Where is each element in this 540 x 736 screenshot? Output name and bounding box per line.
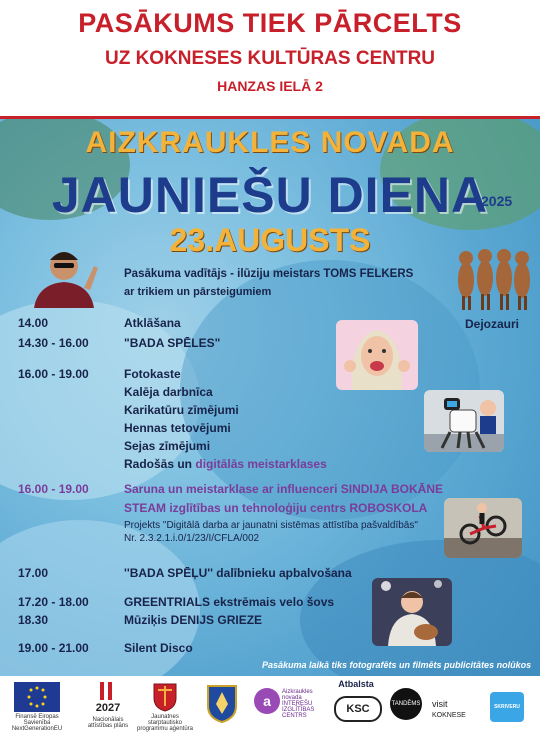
bike-show-photo <box>444 498 522 558</box>
robot-photo <box>424 390 504 452</box>
schedule-title: Atklāšana <box>124 316 181 330</box>
skriveri-label: SKRIVERU <box>494 704 520 710</box>
schedule-time: 19.00 - 21.00 <box>18 641 89 655</box>
schedule-title: Saruna un meistarklase ar influenceri SINDIJA BOKĀNE <box>124 482 443 496</box>
schedule-title: Mūziķis DENIJS GRIEZE <box>124 613 263 627</box>
host-line-2: ar trikiem un pārsteigumiem <box>124 286 272 298</box>
dinosaurs-label: Dejozauri <box>465 317 520 331</box>
visit-koknese-logo <box>432 694 478 720</box>
schedule-time: 14.30 - 16.00 <box>18 336 89 350</box>
event-date: 23.AUGUSTS <box>169 222 371 258</box>
region-title: AIZKRAUKLES NOVADA <box>85 126 455 159</box>
coat-of-arms-icon <box>206 684 238 724</box>
ksc-label: KSC <box>346 703 370 715</box>
sponsors-label: Atbalsta <box>338 679 374 689</box>
schedule-title-text: Radošās un <box>124 457 193 471</box>
project-title: Projekts "Digitālā darba ar jaunatni sistēmas attīstība pašvaldībās" <box>124 520 418 531</box>
bg-blob <box>0 520 200 700</box>
schedule-title: STEAM izglītības un tehnoloģiju centrs ROBOSKOLA <box>124 501 428 515</box>
schedule-time: 16.00 - 19.00 <box>18 367 89 381</box>
ksc-logo <box>334 696 382 722</box>
eu-caption: Finansē Eiropas Savienība NextGenerationEU <box>11 714 63 732</box>
banner-venue: UZ KOKNESES KULTŪRAS CENTRU <box>104 48 436 69</box>
plan-caption: Nacionālais attīstības plāns <box>87 717 129 729</box>
influencer-photo <box>336 320 418 390</box>
schedule-title: Hennas tetovējumi <box>124 421 231 435</box>
schedule-title: Fotokaste <box>124 367 181 381</box>
schedule-time: 16.00 - 19.00 <box>18 482 89 496</box>
photo-notice: Pasākuma laikā tiks fotografēts un filmēts publicitātes nolūkos <box>262 660 532 670</box>
visit-label: visit <box>432 699 448 709</box>
schedule-time: 17.20 - 18.00 <box>18 595 89 609</box>
relocation-banner <box>0 0 540 119</box>
schedule-time: 18.30 <box>18 613 49 627</box>
schedule-title: Silent Disco <box>124 641 193 655</box>
schedule-title <box>124 457 327 471</box>
agency-caption: Jaunatnes starptautisko programmu aģentūra <box>136 714 194 732</box>
event-year: 2025 <box>481 193 513 209</box>
banner-headline: PASĀKUMS TIEK PĀRCELTS <box>78 8 462 38</box>
schedule-title: Kalēja darbnīca <box>124 385 213 399</box>
schedule-title: GREENTRIALS ekstrēmais velo šovs <box>124 595 335 609</box>
schedule-title: "BADA SPĒLES" <box>124 336 221 350</box>
tandems-label: TANDĒMS <box>391 701 421 707</box>
dinosaurs-image <box>456 244 532 312</box>
sponsor-logos <box>0 676 540 736</box>
project-number: Nr. 2.3.2.1.i.0/1/23/I/CFLA/002 <box>124 533 260 544</box>
plan-year: 2027 <box>95 702 121 714</box>
event-title: JAUNIEŠU DIENA <box>51 167 489 223</box>
schedule-highlight: digitālās meistarklases <box>195 457 327 471</box>
host-photo <box>28 236 100 308</box>
skriveri-logo <box>490 692 524 722</box>
schedule-time: 17.00 <box>18 566 49 580</box>
tandems-logo <box>390 688 422 720</box>
schedule-time: 14.00 <box>18 316 49 330</box>
musician-photo <box>372 578 452 646</box>
aizkraukle-caption: Aizkraukles novada INTEREŠU IZGLĪTĪBAS CENTRS <box>282 689 315 719</box>
svg-text:a: a <box>263 693 271 709</box>
schedule-title: ''BADA SPĒĻU'' dalībnieku apbalvošana <box>124 566 352 580</box>
eu-flag-icon <box>14 682 60 712</box>
schedule-title: Karikatūru zīmējumi <box>124 403 239 417</box>
koknese-label: KOKNESE <box>432 712 466 719</box>
schedule-title: Sejas zīmējumi <box>124 439 211 453</box>
agency-crest-icon <box>150 680 180 712</box>
host-line-1: Pasākuma vadītājs - ilūziju meistars TOMS FELKERS <box>124 268 414 280</box>
banner-address: HANZAS IELĀ 2 <box>217 78 323 94</box>
